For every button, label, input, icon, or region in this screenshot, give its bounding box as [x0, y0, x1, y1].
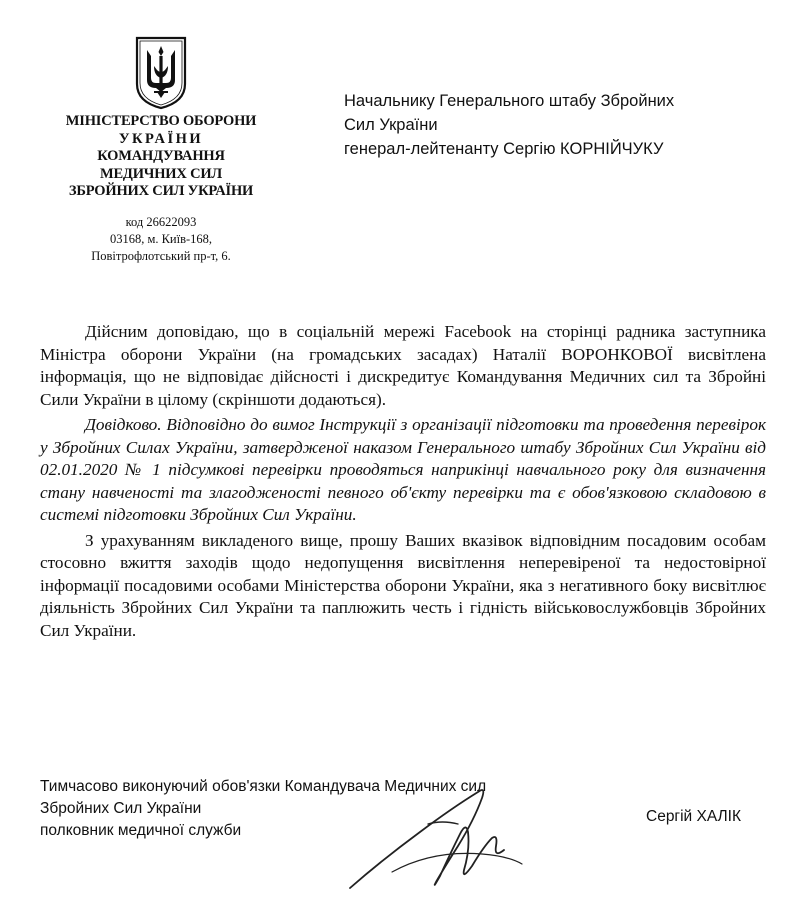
sender-address: [40, 214, 282, 265]
recipient-line-3: генерал-лейтенанту Сергію КОРНІЙЧУКУ: [344, 140, 664, 158]
sender-country: УКРАЇНИ: [118, 130, 204, 147]
signatory-name: Сергій ХАЛІК: [646, 808, 742, 825]
trident-coat-of-arms-icon: [134, 36, 188, 110]
sender-ministry: МІНІСТЕРСТВО ОБОРОНИ: [65, 113, 257, 129]
recipient-line-2: Сил України: [344, 116, 438, 134]
signatory-organization: Збройних Сил України: [40, 800, 202, 817]
handwritten-signature: [332, 780, 532, 898]
sender-street: Повітрофлотський пр-т, 6.: [91, 249, 231, 263]
recipient-line-1: Начальнику Генерального штабу Збройних: [344, 92, 675, 110]
sender-block: [40, 113, 282, 201]
sender-city: 03168, м. Київ-168,: [109, 232, 213, 246]
sender-medical-forces: МЕДИЧНИХ СИЛ: [99, 165, 223, 182]
signatory-rank: полковник медичної служби: [40, 822, 242, 839]
sender-command: КОМАНДУВАННЯ: [97, 148, 225, 164]
letter-body: [40, 321, 766, 645]
body-paragraph-reference: Довідково. Відповідно до вимог Інструкції з організації підготовки та проведення перевірок у Збройних Силах України, затвердженої наказом Генерального штабу Збройних Сил України від 02.01.2020 № 1 підсумкові перевірки проводяться наприкінці навчального року для визначення стану навченості та злагодженості певного об'єкту перевірки та є обов'язковою складовою в системі підготовки Збройних Сил України.: [40, 415, 766, 524]
sender-armed-forces: ЗБРОЙНИХ СИЛ УКРАЇНИ: [68, 183, 254, 199]
body-paragraph-request: З урахуванням викладеного вище, прошу Ваших вказівок відповідним посадовим особам стосовно вжиття заходів щодо недопущення висвітлення неперевіреної та недостовірної інформації посадовими особами Міністерства оборони України, яка з негативного боку висвітлює діяльність Збройних Сил України та паплюжить честь і гідність військовослужбовців Збройних Сил України.: [40, 530, 766, 640]
recipient-block: [344, 89, 774, 161]
signatory-position: Тимчасово виконуючий обов'язки Командувача Медичних сил: [40, 778, 487, 795]
body-paragraph-report: Дійсним доповідаю, що в соціальній мережі Facebook на сторінці радника заступника Міністра оборони України (на громадських засадах) Наталії ВОРОНКОВОЇ висвітлена інформація, що не відповідає дійсності і дискредитує Командування Медичних сил та Збройні Сили України в цілому (скріншоти додаються).: [40, 322, 766, 409]
sender-code: код 26622093: [125, 215, 197, 229]
